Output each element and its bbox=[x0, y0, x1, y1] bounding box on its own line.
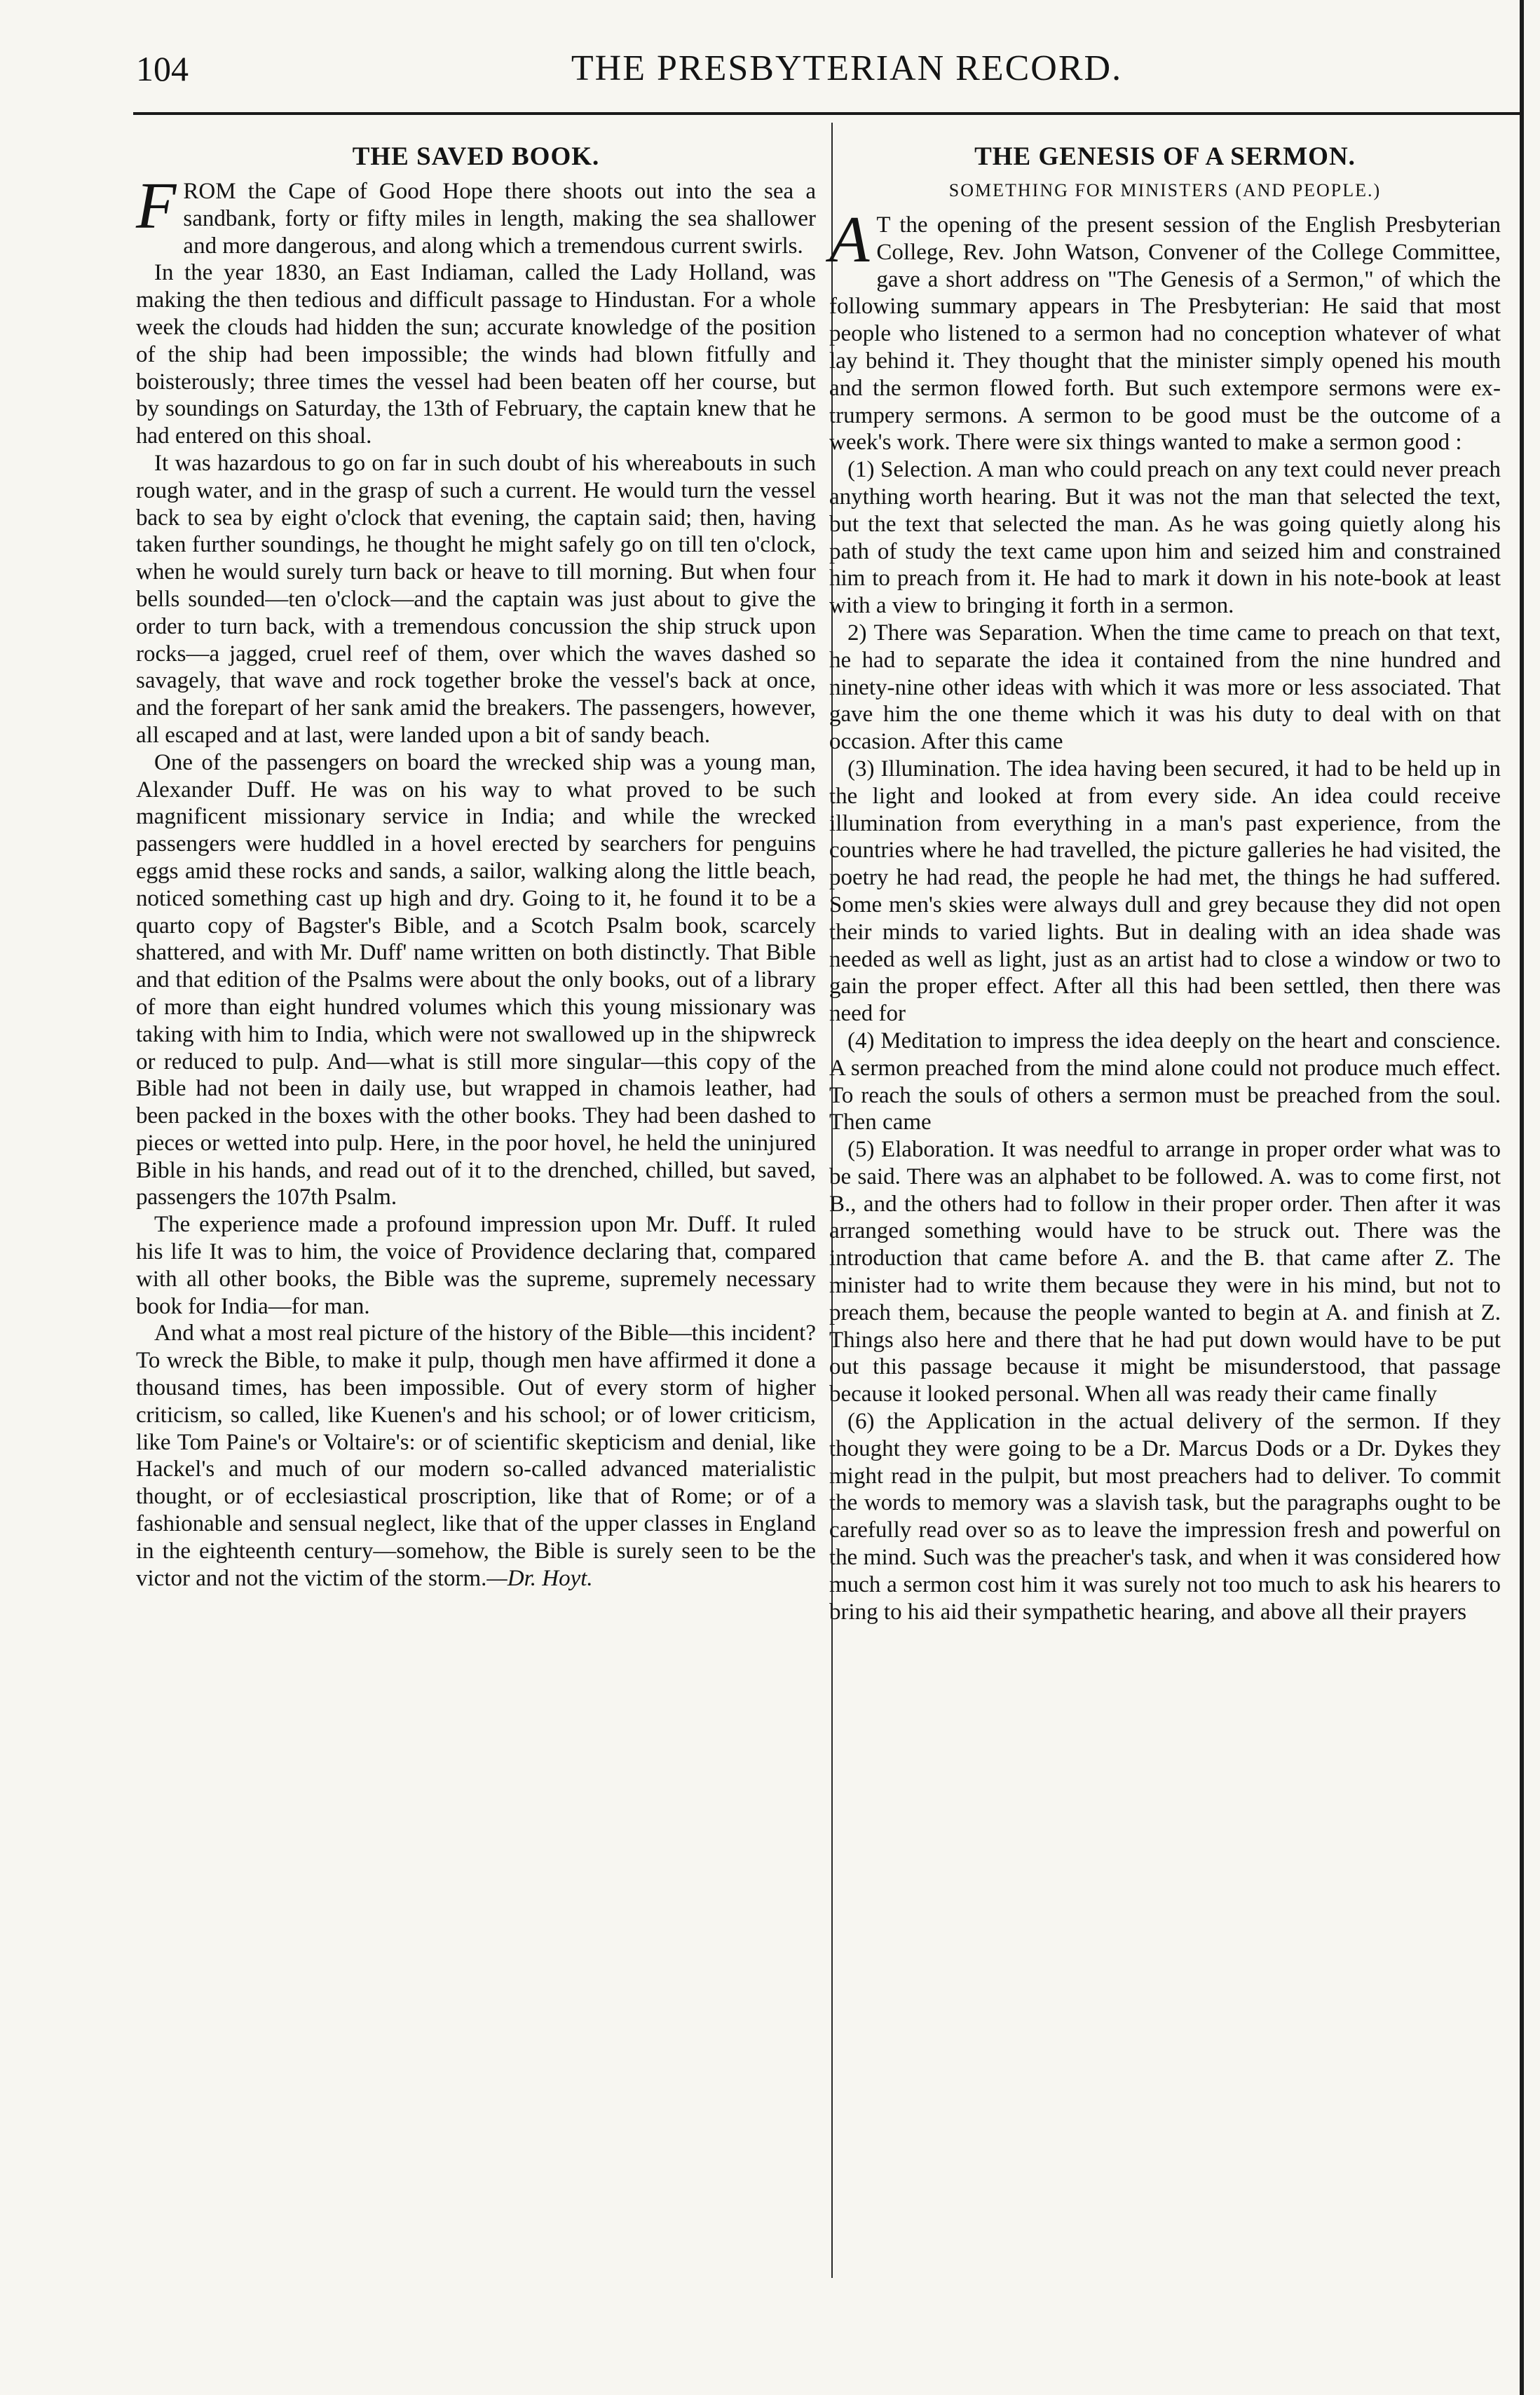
paragraph: And what a most real picture of the history of the Bible—this incident? To wreck the Bible, to make it pulp, though men have affirmed it done a thousand times, has been impossible. Out of every storm of higher criticism, so called, like Kuenen's and his school; or of lower criticism, like Tom Paine's or Voltaire's: or of scientific skepticism and denial, like Hackel's and much of our modern so-called advanced materialistic thought, or of ecclesiastical proscription, like that of Rome; or of a fashionable and sensual neglect, like that of the upper classes in England in the eighteenth century—somehow, the Bible is surely seen to be the victor and not the victim of the storm.—Dr. Hoyt. bbox=[136, 1321, 816, 1591]
paragraph: It was hazardous to go on far in such doubt of his whereabouts in such rough water, and in the grasp of such a current. He would turn the vessel back to sea by eight o'clock that evening, the captain said; then, having taken further soundings, he thought he might safely go on till ten o'clock, when he would surely turn back or heave to till morning. But when four bells sounded—ten o'clock—and the captain was just about to give the order to turn back, with a tremendous concussion the ship struck upon rocks—a jagged, cruel reef of them, over which the waves dashed so savagely, that wave and rock together broke the vessel's back at once, and the forepart of her sank amid the breakers. The passengers, however, all escaped and at last, were landed upon a bit of sandy beach. bbox=[136, 450, 816, 748]
paragraph: FROM the Cape of Good Hope there shoots out into the sea a sandbank, forty or fifty miles in length, making the sea shallower and more dangerous, and along which a tremendous current swirls. bbox=[136, 170, 816, 259]
paragraph: (5) Elaboration. It was needful to arrange in proper order what was to be said. There was an alphabet to be followed. A. was to come first, not B., and the others had to follow in their proper order. Then after it was arranged something would have to be struck out. There was the introduction that came before A. and the B. that came after Z. The minister had to write them because they were in his mind, but not to preach them, because the people wanted to begin at A. and finish at Z. Things also here and there that he had put down would have to be put out this passage because it might be misunderstood, that passage because it looked personal. When all was ready their came finally bbox=[829, 1137, 1501, 1407]
left-column bbox=[136, 140, 816, 1592]
paragraph: One of the passengers on board the wrecked ship was a young man, Alexander Duff. He was on his way to what proved to be such magnificent missionary service in India; and while the wrecked passengers were huddled in a hovel erected by searchers for penguins eggs amid these rocks and sands, a sailor, walking along the little beach, noticed something cast up high and dry. Going to it, he found it to be a quarto copy of Bagster's Bible, and a Scotch Psalm book, scarcely shattered, and with Mr. Duff' name written on both distinctly. That Bible and that edition of the Psalms were about the only books, out of a library of more than eight hundred volumes which this young missionary was taking with him to India, which were not swallowed up in the shipwreck or reduced to pulp. And—what is still more singular—this copy of the Bible had not been in daily use, but wrapped in chamois leather, had been packed in the boxes with the other books. They had been dashed to pieces or wetted into pulp. Here, in the poor hovel, he held the uninjured Bible in his hands, and read out of it to the drenched, chilled, but saved, passengers the 107th Psalm. bbox=[136, 749, 816, 1210]
article-title-saved-book: THE SAVED BOOK. bbox=[352, 142, 600, 171]
paragraph: In the year 1830, an East Indiaman, called the Lady Holland, was making the then tedious and difficult passage to Hindustan. For a whole week the clouds had hidden the sun; accurate knowledge of the position of the ship had been impossible; the winds had blown fitfully and boisterously; three times the vessel had been beaten off her course, but by soundings on Saturday, the 13th of February, the captain knew that he had entered on this shoal. bbox=[136, 260, 816, 449]
paragraph: The experience made a profound impression upon Mr. Duff. It ruled his life It was to him, the voice of Providence declaring that, compared with all other books, the Bible was the supreme, supremely necessary book for India—for man. bbox=[136, 1212, 816, 1319]
paragraph: 2) There was Separation. When the time came to preach on that text, he had to separate the idea it contained from the nine hundred and ninety-nine other ideas with which it was more or less associated. That gave him the one theme which it was his duty to deal with on that occasion. After this came bbox=[829, 620, 1501, 755]
paragraph: (6) the Application in the actual delivery of the sermon. If they thought they were going to be a Dr. Marcus Dods or a Dr. Dykes they might read in the pulpit, but most preachers had to deliver. To commit the words to memory was a slavish task, but the paragraphs ought to be carefully read over so as to leave the impression fresh and powerful on the mind. Such was the preacher's task, and when it was considered how much a sermon cost him it was surely not too much to ask his hearers to bring to his aid their sympathetic hearing, and above all their prayers bbox=[829, 1409, 1501, 1625]
author-signature: —Dr. Hoyt. bbox=[486, 1565, 593, 1591]
article-title-genesis-sermon: THE GENESIS OF A SERMON. bbox=[974, 142, 1356, 171]
page-header bbox=[132, 41, 1506, 104]
article-subtitle: SOMETHING FOR MINISTERS (AND PEOPLE.) bbox=[948, 180, 1382, 200]
dropcap: A bbox=[829, 203, 870, 276]
running-title: THE PRESBYTERIAN RECORD. bbox=[571, 48, 1123, 88]
paragraph: (4) Meditation to impress the idea deeply on the heart and conscience. A sermon preached from the mind alone could not produce much effect. To reach the souls of others a sermon must be preached from the soul. Then came bbox=[829, 1028, 1501, 1135]
dropcap: F bbox=[136, 170, 177, 243]
paragraph: (3) Illumination. The idea having been secured, it had to be held up in the light and looked at from every side. An idea could receive illumination from everything in a man's past experience, from the countries where he had travelled, the picture galleries he had visited, the poetry he had read, the people he had met, the things he had suffered. Some men's skies were always dull and grey because they did not open their minds to varied lights. But in dealing with an idea shade was needed as well as light, just as an artist had to close a window or two to gain the proper effect. After all this had been settled, then there was need for bbox=[829, 756, 1501, 1027]
header-rule bbox=[133, 112, 1520, 115]
paragraph: A T the opening of the present session of the English Presbyterian College, Rev. John Watson, Convener of the College Committee, gave a short address on "The Genesis of a Sermon," of which the following summary appears in The Presbyterian: He said that most people who listened to a sermon had no conception whatever of what lay behind it. They thought that the minister simply opened his mouth and the sermon flowed forth. But such extempore sermons were ex-trumpery sermons. A sermon to be good must be the outcome of a week's work. There were six things wanted to make a sermon good : bbox=[829, 203, 1501, 456]
right-column bbox=[829, 140, 1501, 1625]
paragraph: (1) Selection. A man who could preach on any text could never preach anything worth hearing. But it was not the man that selected the text, but the text that selected the man. As he was going quietly along his path of study the text came upon him and seized him and constrained him to preach from it. He had to mark it down in his note-book at least with a view to bringing it forth in a sermon. bbox=[829, 457, 1501, 619]
page-number: 104 bbox=[136, 49, 189, 88]
page-binding-edge bbox=[1520, 0, 1540, 2395]
